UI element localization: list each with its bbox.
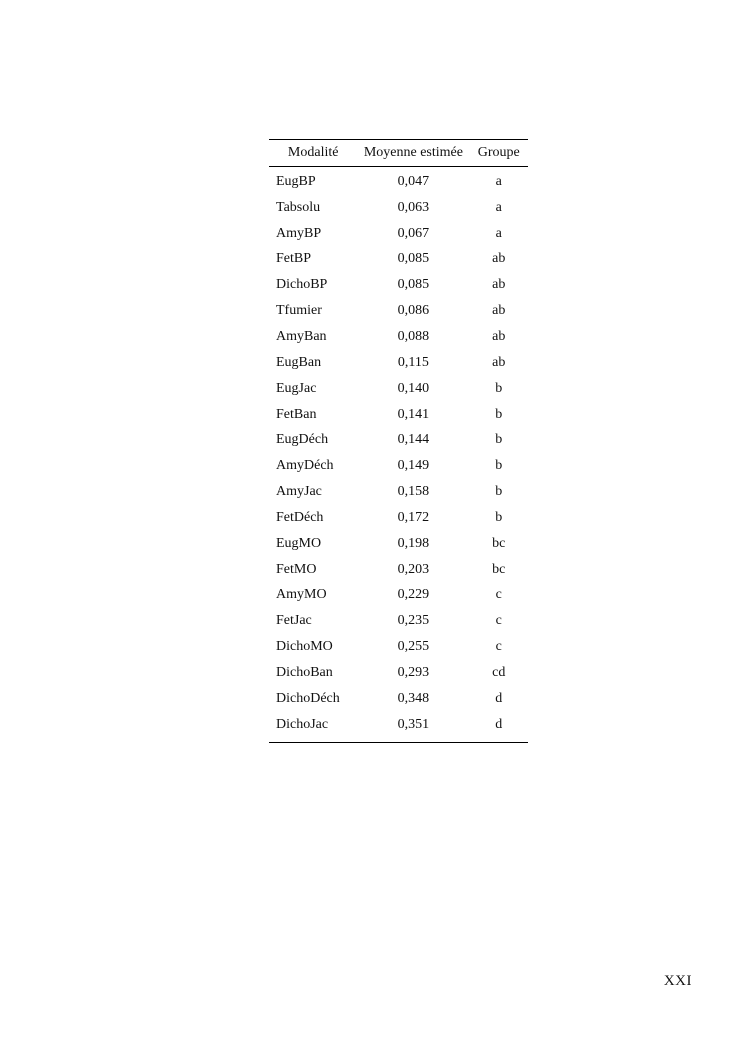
cell-moyenne-estimee: 0,198 [397,535,430,551]
cell-modalite: EugBP [276,173,316,189]
header-moyenne-estimee: Moyenne estimée [363,145,463,160]
table-row [269,247,528,273]
table-row [269,557,528,583]
page-number: XXI [663,973,692,989]
header-groupe: Groupe [477,145,520,160]
cell-modalite: DichoJac [276,716,329,732]
table-row [269,324,528,350]
cell-moyenne-estimee: 0,067 [397,225,430,241]
cell-groupe: ab [492,251,506,267]
cell-modalite: AmyDéch [276,458,334,474]
cell-modalite: FetJac [276,613,312,629]
table-row [269,583,528,609]
cell-groupe: a [495,199,502,215]
header-modalite: Modalité [287,145,339,160]
cell-moyenne-estimee: 0,047 [397,173,430,189]
cell-moyenne-estimee: 0,144 [397,432,430,448]
cell-groupe: ab [492,303,506,319]
cell-groupe: d [495,690,503,706]
cell-moyenne-estimee: 0,063 [397,199,430,215]
table-row [269,479,528,505]
cell-groupe: ab [492,328,506,344]
cell-groupe: cd [492,664,506,680]
table-body [269,167,528,743]
cell-moyenne-estimee: 0,158 [397,484,430,500]
cell-moyenne-estimee: 0,172 [397,509,430,525]
cell-groupe: b [495,432,503,448]
cell-moyenne-estimee: 0,293 [397,664,430,680]
table-row [269,167,528,195]
cell-moyenne-estimee: 0,229 [397,587,430,603]
table-row [269,376,528,402]
cell-groupe: b [495,380,503,396]
cell-groupe: b [495,406,503,422]
cell-moyenne-estimee: 0,086 [397,303,430,319]
cell-modalite: EugBan [276,354,322,370]
cell-groupe: c [495,613,502,629]
cell-moyenne-estimee: 0,351 [397,716,430,732]
cell-moyenne-estimee: 0,085 [397,277,430,293]
cell-modalite: FetMO [276,561,317,577]
table-row [269,350,528,376]
cell-modalite: AmyBP [276,225,322,241]
cell-moyenne-estimee: 0,085 [397,251,430,267]
cell-modalite: FetBan [276,406,317,422]
table-header [269,140,528,167]
cell-modalite: EugMO [276,535,322,551]
cell-moyenne-estimee: 0,141 [397,406,430,422]
cell-groupe: ab [492,354,506,370]
cell-modalite: Tabsolu [276,199,321,215]
cell-moyenne-estimee: 0,149 [397,458,430,474]
cell-moyenne-estimee: 0,255 [397,639,430,655]
cell-modalite: Tfumier [276,303,322,319]
table-row [269,427,528,453]
cell-groupe: a [495,173,502,189]
cell-moyenne-estimee: 0,203 [397,561,430,577]
cell-groupe: c [495,639,502,655]
table-row [269,221,528,247]
table-row [269,505,528,531]
cell-moyenne-estimee: 0,088 [397,328,430,344]
table-row [269,272,528,298]
table-row [269,712,528,742]
cell-modalite: EugDéch [276,432,329,448]
cell-modalite: DichoBan [276,664,333,680]
cell-groupe: b [495,458,503,474]
cell-modalite: FetDéch [276,509,324,525]
cell-groupe: bc [492,535,506,551]
table-row [269,453,528,479]
table-row [269,531,528,557]
cell-modalite: AmyBan [276,328,327,344]
table-row [269,608,528,634]
table-row [269,634,528,660]
cell-groupe: d [495,716,503,732]
cell-modalite: DichoMO [276,639,333,655]
table-row [269,402,528,428]
cell-modalite: DichoDéch [276,690,340,706]
cell-moyenne-estimee: 0,140 [397,380,430,396]
cell-moyenne-estimee: 0,235 [397,613,430,629]
cell-modalite: AmyJac [276,484,322,500]
header-row [269,140,528,167]
cell-groupe: ab [492,277,506,293]
cell-modalite: EugJac [276,380,317,396]
results-table [269,139,528,743]
cell-groupe: a [495,225,502,241]
cell-modalite: FetBP [276,251,312,267]
cell-groupe: b [495,509,503,525]
cell-groupe: c [495,587,502,603]
table-row [269,195,528,221]
cell-modalite: DichoBP [276,277,328,293]
cell-groupe: bc [492,561,506,577]
table-row [269,660,528,686]
table-row [269,298,528,324]
cell-groupe: b [495,484,503,500]
table-row [269,686,528,712]
cell-moyenne-estimee: 0,348 [397,690,430,706]
cell-modalite: AmyMO [276,587,327,603]
cell-moyenne-estimee: 0,115 [397,354,429,370]
